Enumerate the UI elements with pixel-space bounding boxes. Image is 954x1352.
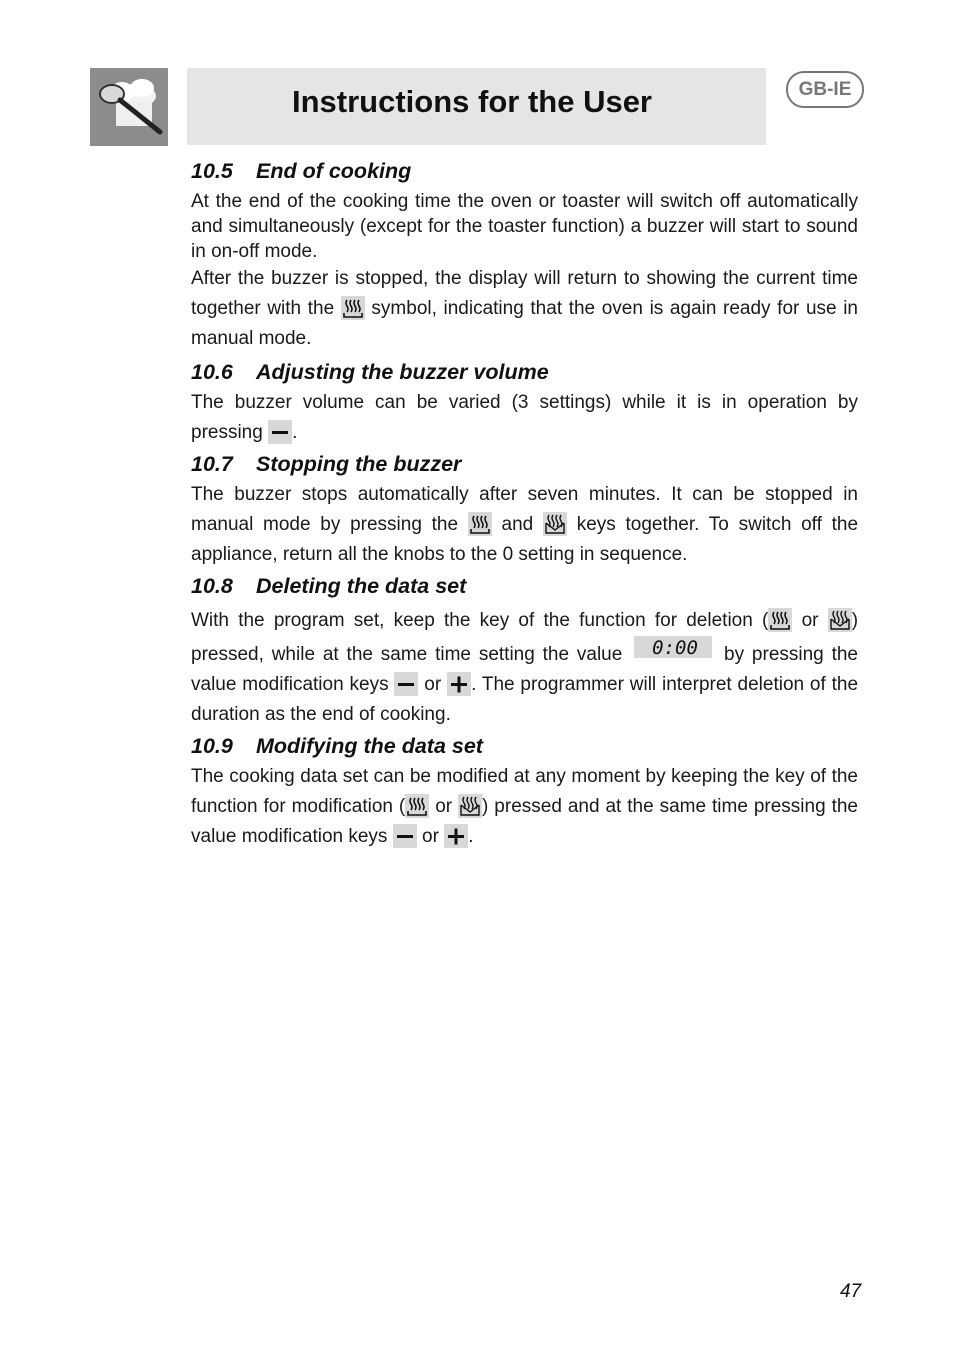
paragraph-text: At the end of the cooking time the oven or toaster will switch off automatically and simultaneously (except for the toaster function) a buzzer will start to sound in on-off mode. <box>191 191 858 262</box>
minus-icon <box>268 420 292 444</box>
section-title: Stopping the buzzer <box>256 452 462 476</box>
section-number: 10.8 <box>191 574 233 598</box>
paragraph-text: The buzzer stops automatically after seven minutes. It can be stopped in manual mode by pressing the <box>191 484 858 535</box>
section-title: Deleting the data set <box>256 574 467 598</box>
oven-heat-icon <box>768 608 792 632</box>
paragraph-text: and <box>501 514 534 535</box>
section-number: 10.5 <box>191 159 233 183</box>
section-heading <box>191 155 858 187</box>
oven-heat-icon <box>468 512 492 536</box>
paragraph-text: symbol, indicating that the oven is again ready for use in manual mode. <box>191 298 859 349</box>
paragraph-text: The buzzer volume can be varied (3 settings) while it is in operation by pressing <box>191 392 858 443</box>
paragraph <box>191 264 858 354</box>
toaster-grill-icon <box>828 608 852 632</box>
section-title: Modifying the data set <box>256 734 483 758</box>
oven-heat-icon <box>405 794 429 818</box>
plus-icon <box>447 672 471 696</box>
paragraph-text: by pressing the value modification keys <box>191 644 858 695</box>
language-badge: GB-IE <box>786 71 864 108</box>
section-number: 10.7 <box>191 452 233 476</box>
paragraph <box>191 388 858 448</box>
paragraph <box>191 606 858 730</box>
paragraph-text: or <box>422 826 439 847</box>
section-number: 10.6 <box>191 360 233 384</box>
paragraph <box>191 189 858 264</box>
minus-icon <box>394 672 418 696</box>
paragraph-text: keys together. To switch off the appliance, return all the knobs to the 0 setting in sequence. <box>191 514 859 565</box>
paragraph-text: or <box>435 796 453 817</box>
paragraph-text: ) pressed and at the same time pressing the value modification keys <box>191 796 858 847</box>
paragraph <box>191 480 858 570</box>
main-content <box>191 155 858 852</box>
section-heading <box>191 570 858 602</box>
paragraph-text: The cooking data set can be modified at any moment by keeping the key of the function for modification ( <box>191 766 858 817</box>
section-heading <box>191 356 858 388</box>
paragraph-text: . <box>468 826 474 847</box>
page-title: Instructions for the User <box>292 84 652 119</box>
minus-icon <box>393 824 417 848</box>
section-heading <box>191 448 858 480</box>
plus-icon <box>444 824 468 848</box>
paragraph-text: After the buzzer is stopped, the display will return to showing the current time together with the <box>191 268 858 319</box>
chef-spoon-icon <box>90 68 168 146</box>
section-heading <box>191 730 858 762</box>
page-number: 47 <box>840 1281 862 1302</box>
paragraph-text: With the program set, keep the key of the function for deletion ( <box>191 610 769 631</box>
section-number: 10.9 <box>191 734 233 758</box>
display-value-text: 0:00 <box>652 637 698 659</box>
paragraph <box>191 762 858 852</box>
section-title: Adjusting the buzzer volume <box>256 360 549 384</box>
paragraph-text: . <box>292 422 298 443</box>
paragraph-text: or <box>424 674 442 695</box>
header-bar <box>187 68 766 145</box>
display-value <box>634 636 712 658</box>
section-title: End of cooking <box>256 159 412 183</box>
paragraph-text: . The programmer will interpret deletion of the duration as the end of cooking. <box>191 674 859 725</box>
oven-heat-icon <box>341 296 365 320</box>
paragraph-text: ) pressed, while at the same time setting the value <box>191 610 859 665</box>
toaster-grill-icon <box>543 512 567 536</box>
toaster-grill-icon <box>458 794 482 818</box>
paragraph-text: or <box>801 610 819 631</box>
